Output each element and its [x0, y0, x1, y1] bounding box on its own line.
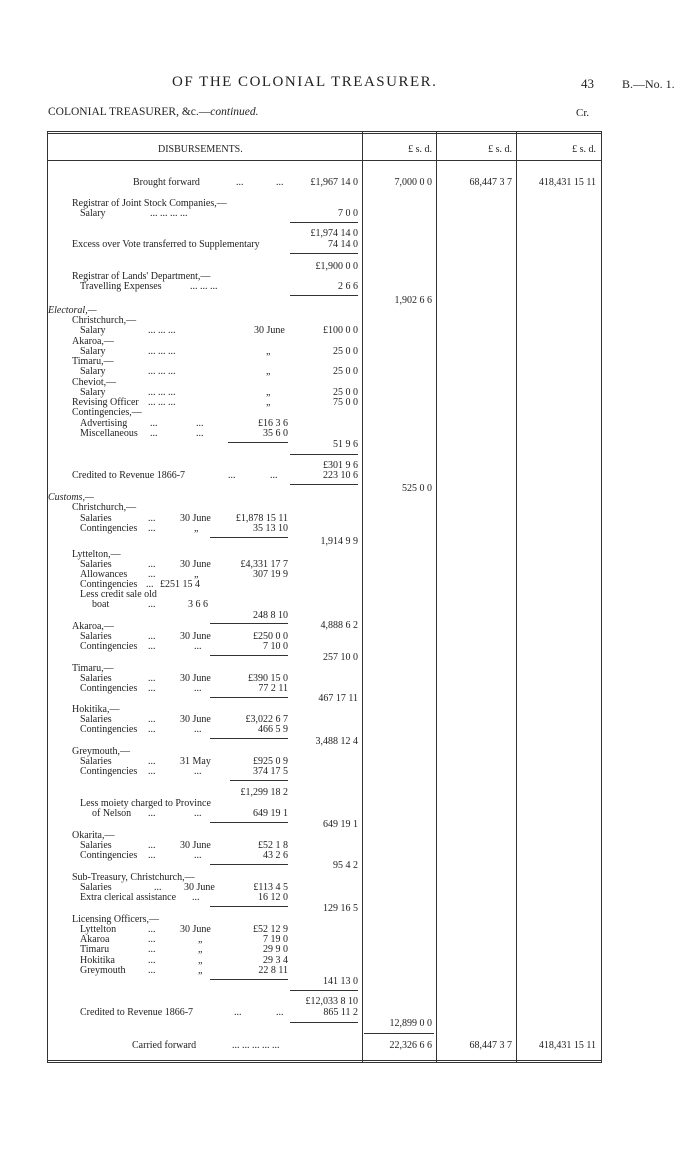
paper-reference: B.—No. 1.: [622, 77, 675, 91]
credit-side-label: Cr.: [576, 107, 590, 119]
section-heading: COLONIAL TREASURER, &c.—continued.: [48, 106, 259, 118]
page-number: 43: [581, 76, 594, 91]
money-heading-3: £ s. d.: [572, 144, 596, 155]
money-heading-1: £ s. d.: [408, 144, 432, 155]
disbursements-heading: DISBURSEMENTS.: [158, 144, 243, 155]
page-title: OF THE COLONIAL TREASURER.: [172, 74, 438, 90]
money-heading-2: £ s. d.: [488, 144, 512, 155]
